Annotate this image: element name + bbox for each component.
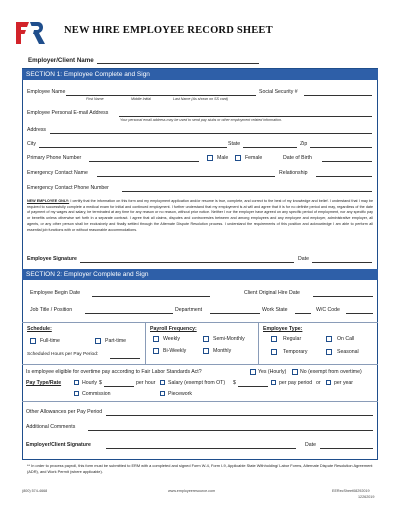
per-pay-period-label: per pay period	[279, 380, 313, 386]
per-year-label: per year	[334, 380, 354, 386]
employee-type-heading: Employee Type:	[263, 326, 303, 332]
salary-checkbox[interactable]	[160, 380, 165, 385]
full-time-checkbox[interactable]	[30, 338, 36, 344]
on-call-label: On Call	[337, 336, 355, 342]
employer-signature-label: Employer/Client Signature	[26, 442, 91, 448]
on-call-checkbox[interactable]	[326, 336, 332, 342]
middle-initial-hint: Middle Initial	[131, 97, 151, 101]
job-title-field[interactable]	[85, 313, 173, 314]
weekly-checkbox[interactable]	[153, 336, 159, 342]
employee-name-field[interactable]	[66, 95, 256, 96]
temporary-label: Temporary	[283, 349, 308, 355]
additional-comments-field[interactable]	[88, 430, 373, 431]
yes-hourly-checkbox[interactable]	[250, 369, 256, 375]
section1-header: SECTION 1: Employee Complete and Sign	[22, 69, 378, 80]
primary-phone-label: Primary Phone Number	[27, 155, 82, 161]
emergency-contact-name-label: Emergency Contact Name	[27, 170, 88, 176]
other-allowances-field[interactable]	[106, 415, 373, 416]
employee-date-label: Date	[298, 256, 309, 262]
female-label: Female	[245, 155, 263, 161]
page-title: NEW HIRE EMPLOYEE RECORD SHEET	[64, 25, 273, 36]
hourly-checkbox[interactable]	[74, 380, 79, 385]
city-label: City	[27, 141, 36, 147]
salary-dollar-sign: $	[233, 380, 236, 386]
additional-comments-label: Additional Comments	[26, 424, 76, 430]
state-field[interactable]	[243, 147, 297, 148]
employee-certification-text	[27, 199, 373, 233]
job-title-label: Job Title / Position	[30, 307, 73, 313]
hourly-label: Hourly	[82, 380, 97, 386]
weekly-label: Weekly	[163, 336, 180, 342]
hourly-rate-field[interactable]	[104, 386, 134, 387]
footer-revision: 12262019	[358, 495, 375, 499]
other-allowances-label: Other Allowances per Pay Period	[26, 409, 103, 415]
hourly-dollar-sign: $	[99, 380, 102, 386]
divider	[258, 322, 259, 364]
payroll-frequency-heading: Payroll Frequency:	[150, 326, 197, 332]
divider	[22, 364, 378, 365]
relationship-field[interactable]	[316, 176, 372, 177]
regular-label: Regular	[283, 336, 302, 342]
regular-checkbox[interactable]	[271, 336, 277, 342]
new-employee-only-lead: NEW EMPLOYEE ONLY:	[27, 199, 70, 203]
part-time-label: Part-time	[105, 338, 127, 344]
begin-date-label: Employee Begin Date	[30, 290, 81, 296]
department-label: Department	[175, 307, 203, 313]
emergency-contact-phone-field[interactable]	[122, 191, 372, 192]
commission-label: Commission	[82, 391, 111, 397]
employee-date-field[interactable]	[312, 262, 372, 263]
employer-date-label: Date	[305, 442, 316, 448]
salary-label: Salary (exempt from OT)	[168, 380, 226, 386]
city-field[interactable]	[39, 147, 227, 148]
divider	[145, 322, 146, 364]
temporary-checkbox[interactable]	[271, 349, 277, 355]
email-label: Employee Personal E-mail Address	[27, 110, 109, 116]
ssn-label: Social Security #	[259, 89, 298, 95]
footer-form-code: EERecSheet08292019	[332, 489, 370, 493]
commission-checkbox[interactable]	[74, 391, 79, 396]
original-hire-date-field[interactable]	[313, 296, 373, 297]
pay-type-heading: Pay Type/Rate	[26, 380, 62, 386]
male-checkbox[interactable]	[207, 155, 213, 161]
no-exempt-label: No (exempt from overtime)	[300, 369, 362, 375]
schedule-heading: Schedule:	[27, 326, 52, 332]
yes-hourly-label: Yes (Hourly)	[258, 369, 287, 375]
first-name-hint: First Name	[86, 97, 104, 101]
begin-date-field[interactable]	[92, 296, 210, 297]
or-label: or	[316, 380, 321, 386]
piecework-label: Piecework	[168, 391, 192, 397]
monthly-label: Monthly	[213, 348, 232, 354]
male-label: Male	[217, 155, 229, 161]
last-name-hint: Last Name (As shown on SS card)	[173, 97, 229, 101]
work-state-label: Work State	[262, 307, 288, 313]
address-label: Address	[27, 127, 47, 133]
seasonal-checkbox[interactable]	[326, 349, 332, 355]
bi-weekly-checkbox[interactable]	[153, 348, 159, 354]
salary-rate-field[interactable]	[238, 386, 268, 387]
emergency-contact-phone-label: Emergency Contact Phone Number	[27, 185, 109, 191]
footer-website[interactable]: www.employeeresource.com	[168, 489, 216, 493]
ssn-field[interactable]	[304, 95, 372, 96]
certification-body: I certify that the information on this form and my employment application and/or resume is true, complete, and correct to the best of my knowledge and belief. I understand that I may be required to successfully complete a medical exam for initial and continued employment. I further understand that my employment is at will and agree that it is for no definite period and may, regardless of the date of payment of my wages and salary, be terminated at any time for any reason or no reason, without prior notice. Neither I nor the employer have agreed on any specific period of employment, nor any specific pay or benefits unless otherwise set forth in a separate contract. I agree that all claims, disputes and controversies between and among employees and any employee and employer, administrative employer, all agents, or any other person shall be exclusively and finally settled through the Alternate Dispute Resolution process. I understand the requirements of this position and acknowledge I am able to perform all essential job functions with or without reasonable accommodations.	[27, 199, 374, 232]
bi-weekly-label: Bi-Weekly	[163, 348, 187, 354]
divider	[22, 322, 378, 323]
seasonal-label: Seasonal	[337, 349, 359, 355]
email-note: Your personal email address may be used to send pay stubs or other employment related information.	[120, 118, 283, 122]
address-field[interactable]	[50, 133, 372, 134]
employer-client-name-field[interactable]	[97, 63, 259, 64]
zip-field[interactable]	[310, 147, 372, 148]
work-state-field[interactable]	[295, 313, 311, 314]
dob-label: Date of Birth	[283, 155, 312, 161]
department-field[interactable]	[210, 313, 260, 314]
semi-monthly-label: Semi-Monthly	[213, 336, 245, 342]
footer-phone: (800) 574-4668	[22, 489, 48, 493]
employer-date-field[interactable]	[320, 448, 373, 449]
full-time-label: Full-time	[40, 338, 60, 344]
submission-footnote: ** In order to process payroll, this form must be submitted to ERM with a completed and signed Form W-4, Form I-9, Applicable State Withholding/ Labor Forms, Alternate Dispute Resolution Agreement (ADR), and Work Permit (where applicable).	[27, 463, 373, 474]
email-field[interactable]	[119, 116, 372, 117]
employee-signature-label: Employee Signature	[27, 256, 77, 262]
per-year-checkbox[interactable]	[326, 380, 331, 385]
wc-code-label: W/C Code	[316, 307, 340, 313]
scheduled-hours-label: Scheduled Hours per Pay Period:	[27, 352, 99, 357]
employee-signature-field[interactable]	[80, 262, 294, 263]
zip-label: Zip	[300, 141, 308, 147]
monthly-checkbox[interactable]	[203, 348, 209, 354]
state-label: State	[228, 141, 241, 147]
relationship-label: Relationship	[279, 170, 308, 176]
scheduled-hours-field[interactable]	[110, 358, 140, 359]
part-time-checkbox[interactable]	[95, 338, 101, 344]
erm-logo	[14, 22, 46, 44]
employer-signature-field[interactable]	[106, 448, 296, 449]
primary-phone-field[interactable]	[89, 161, 199, 162]
emergency-contact-name-field[interactable]	[97, 176, 275, 177]
per-pay-period-checkbox[interactable]	[271, 380, 276, 385]
divider	[22, 401, 378, 402]
per-hour-label: per hour	[136, 380, 156, 386]
employee-name-label: Employee Name	[27, 89, 66, 95]
semi-monthly-checkbox[interactable]	[203, 336, 209, 342]
original-hire-date-label: Client Original Hire Date	[244, 290, 300, 296]
no-exempt-checkbox[interactable]	[292, 369, 298, 375]
section2-header: SECTION 2: Employer Complete and Sign	[22, 269, 378, 280]
female-checkbox[interactable]	[235, 155, 241, 161]
employer-client-name-label: Employer/Client Name	[28, 57, 94, 64]
overtime-question: Is employee eligible for overtime pay according to Fair Labor Standards Act?	[26, 369, 202, 375]
piecework-checkbox[interactable]	[160, 391, 165, 396]
dob-field[interactable]	[322, 161, 372, 162]
wc-code-field[interactable]	[346, 313, 373, 314]
